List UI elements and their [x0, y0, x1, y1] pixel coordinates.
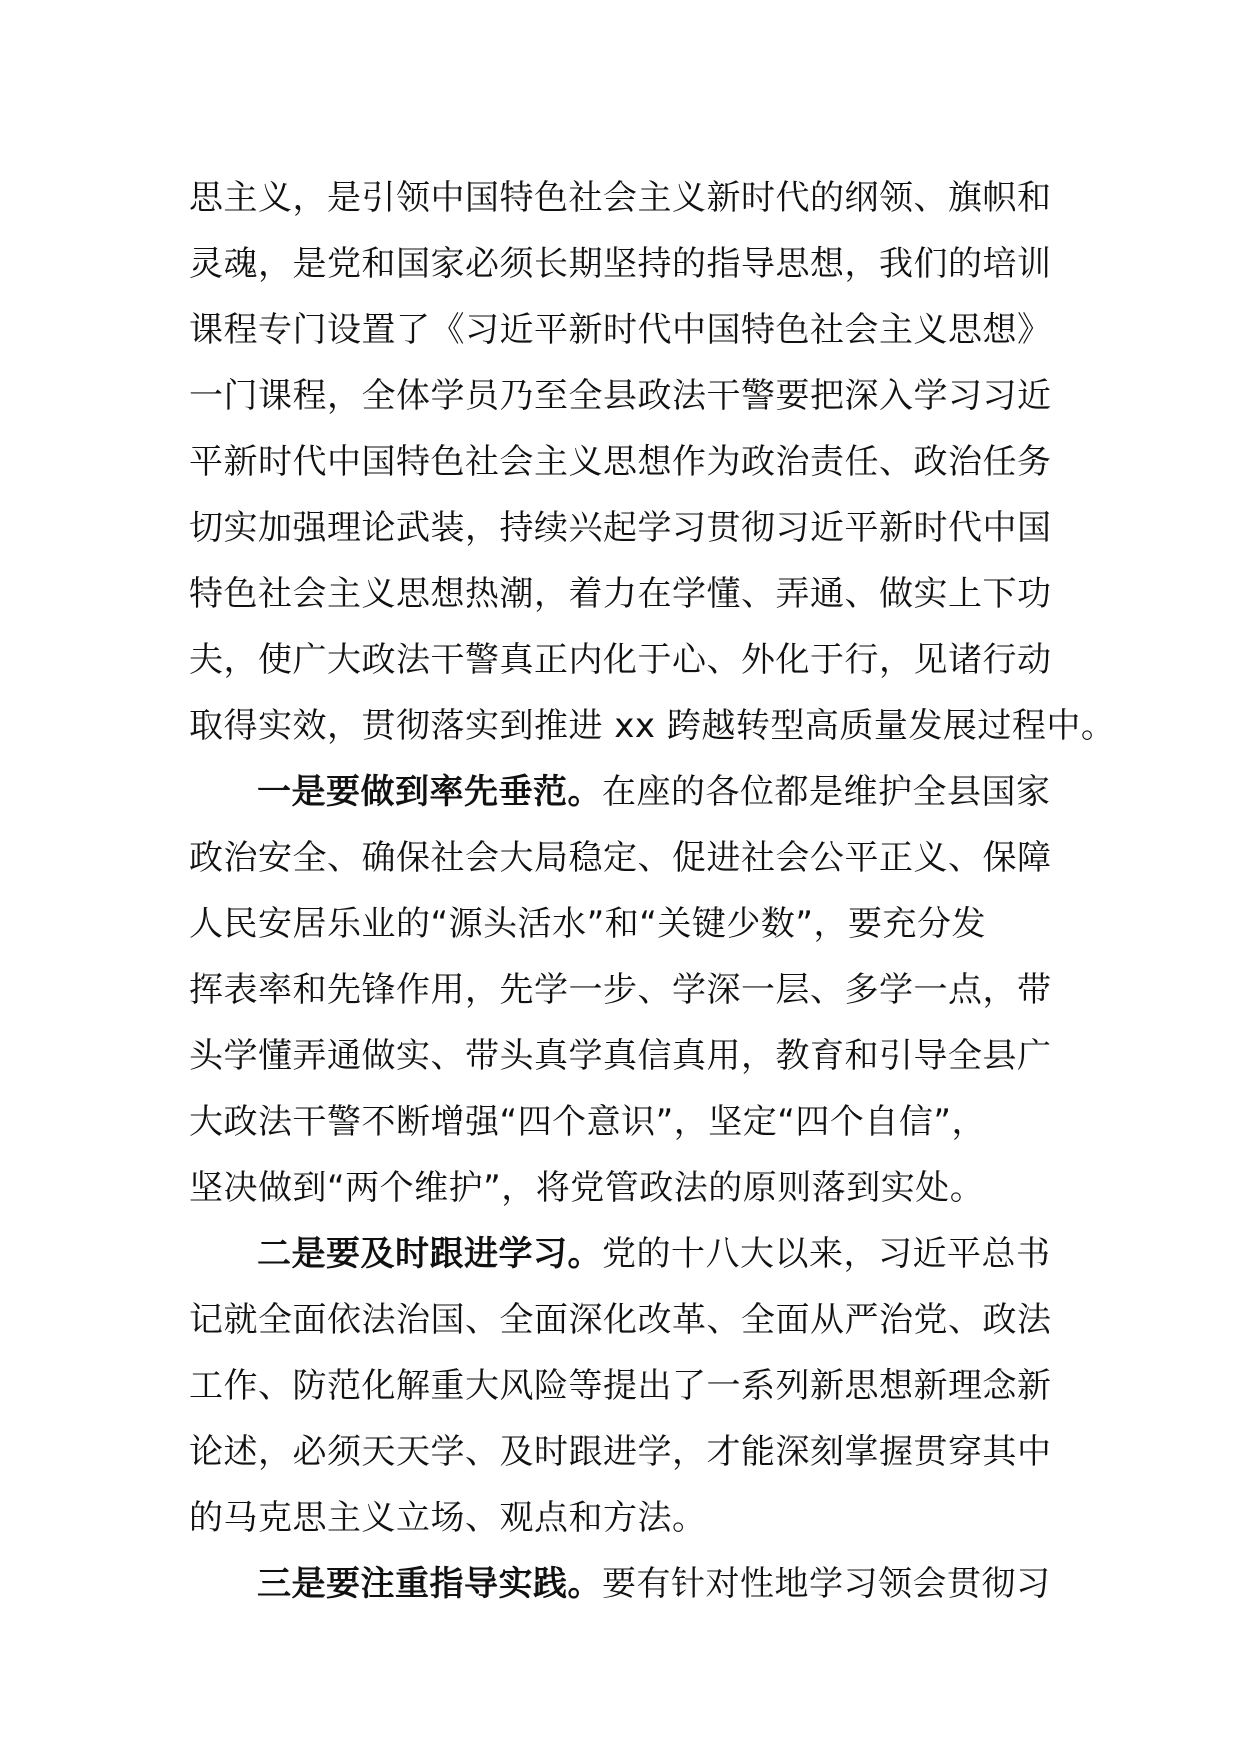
text-line: 切实加强理论武装，持续兴起学习贯彻习近平新时代中国: [189, 508, 1052, 548]
text-line: 特色社会主义思想热潮，着力在学懂、弄通、做实上下功: [189, 574, 1052, 614]
text-line: 课程专门设置了《习近平新时代中国特色社会主义思想》: [189, 310, 1052, 350]
paragraph-intro: [189, 165, 1116, 759]
text-line: 政治安全、确保社会大局稳定、促进社会公平正义、保障: [189, 838, 1052, 878]
text-line: 的马克思主义立场、观点和方法。: [189, 1498, 707, 1538]
text-line: 夫，使广大政法干警真正内化于心、外化于行，见诸行动: [189, 640, 1052, 680]
text-line: 人民安居乐业的“源头活水”和“关键少数”，要充分发: [189, 904, 986, 944]
point-text: 党的十八大以来，习近平总书: [602, 1234, 1051, 1274]
paragraph-point-three: [189, 1551, 1059, 1617]
paragraph-point-two: [189, 1221, 1059, 1551]
text-line: 灵魂，是党和国家必须长期坚持的指导思想，我们的培训: [189, 244, 1052, 284]
text-line: 记就全面依法治国、全面深化改革、全面从严治党、政法: [189, 1300, 1052, 1340]
text-line-first: [189, 759, 1059, 825]
text-line: 大政法干警不断增强“四个意识”，坚定“四个自信”，: [189, 1102, 986, 1142]
text-line-first: [189, 1221, 1059, 1287]
text-line: 一门课程，全体学员乃至全县政法干警要把深入学习习近: [189, 376, 1052, 416]
point-text: 在座的各位都是维护全县国家: [602, 772, 1051, 812]
text-line: 论述，必须天天学、及时跟进学，才能深刻掌握贯穿其中: [189, 1432, 1052, 1472]
text-line: 挥表率和先锋作用，先学一步、学深一层、多学一点，带: [189, 970, 1052, 1010]
text-line: 取得实效，贯彻落实到推进 xx 跨越转型高质量发展过程中。: [189, 706, 1116, 746]
text-line: 头学懂弄通做实、带头真学真信真用，教育和引导全县广: [189, 1036, 1052, 1076]
point-heading: 一是要做到率先垂范。: [257, 772, 602, 812]
text-line: 思主义，是引领中国特色社会主义新时代的纲领、旗帜和: [189, 178, 1052, 218]
point-heading: 二是要及时跟进学习。: [257, 1234, 602, 1274]
document-body: [189, 165, 1116, 1617]
text-line-first: [189, 1551, 1059, 1617]
text-line: 工作、防范化解重大风险等提出了一系列新思想新理念新: [189, 1366, 1052, 1406]
text-line: 平新时代中国特色社会主义思想作为政治责任、政治任务: [189, 442, 1052, 482]
point-heading: 三是要注重指导实践。: [257, 1564, 602, 1604]
text-line: 坚决做到“两个维护”，将党管政法的原则落到实处。: [189, 1168, 985, 1208]
point-text: 要有针对性地学习领会贯彻习: [602, 1564, 1051, 1604]
paragraph-point-one: [189, 759, 1059, 1221]
